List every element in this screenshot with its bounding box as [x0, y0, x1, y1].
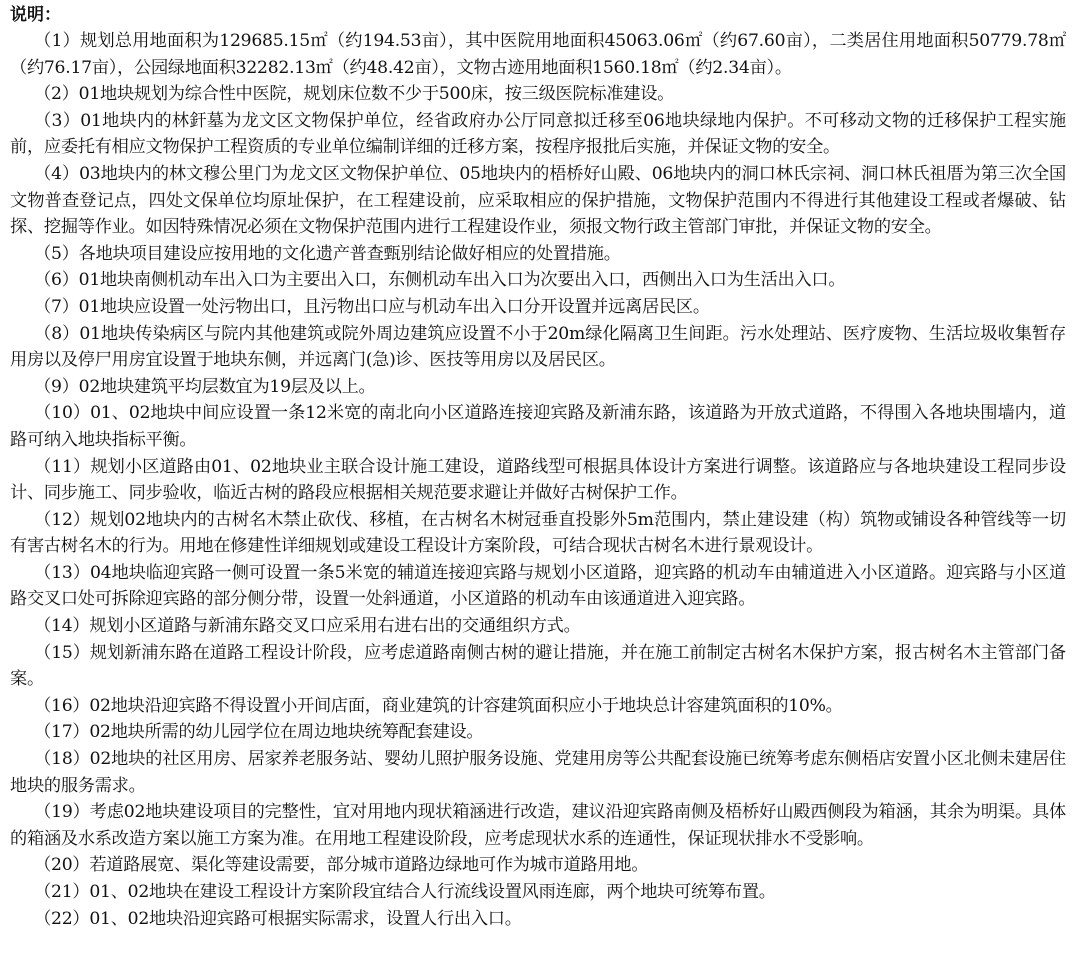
note-item: （3）01地块内的林釬墓为龙文区文物保护单位，经省政府办公厅同意拟迁移至06地块绿地内保护。不可移动文物的迁移保护工程实施前，应委托有相应文物保护工程资质的专业单位编制详细的迁移方案，按程序报批后实施，并保证文物的安全。	[10, 110, 1066, 158]
note-item: （10）01、02地块中间应设置一条12米宽的南北向小区道路连接迎宾路及新浦东路，该道路为开放式道路，不得围入各地块围墙内，道路可纳入地块指标平衡。	[10, 403, 1066, 450]
note-item: （20）若道路展宽、渠化等建设需要，部分城市道路边绿地可作为城市道路用地。	[34, 855, 649, 876]
note-item: （6）01地块南侧机动车出入口为主要出入口，东侧机动车出入口为次要出入口，西侧出入口为生活出入口。	[34, 270, 846, 291]
note-item: （1）规划总用地面积为129685.15㎡（约194.53亩），其中医院用地面积45063.06㎡（约67.60亩），二类居住用地面积50779.78㎡（约76.17亩），公园绿地面积32282.13㎡（约48.42亩），文物古迹用地面积1560.18㎡（约2.34亩）。	[10, 31, 1066, 78]
note-item: （4）03地块内的林文穆公里门为龙文区文物保护单位、05地块内的梧桥好山殿、06地块内的洞口林氏宗祠、洞口林氏祖厝为第三次全国文物普查登记点，四处文保单位均原址保护，在工程建设前，应采取相应的保护措施，文物保护范围内不得进行其他建设工程或者爆破、钻探、挖掘等作业。如因特殊情况必须在文物保护范围内进行工程建设作业，须报文物行政主管部门审批，并保证文物的安全。	[10, 163, 1066, 238]
note-item: （19）考虑02地块建设项目的完整性，宜对用地内现状箱涵进行改造，建议沿迎宾路南侧及梧桥好山殿西侧段为箱涵，其余为明渠。具体的箱涵及水系改造方案以施工方案为准。在用地工程建设阶段，应考虑现状水系的连通性，保证现状排水不受影响。	[10, 802, 1066, 849]
note-item: （18）02地块的社区用房、居家养老服务站、婴幼儿照护服务设施、党建用房等公共配套设施已统筹考虑东侧梧店安置小区北侧未建居住地块的服务需求。	[10, 749, 1066, 796]
note-item: （5）各地块项目建设应按用地的文化遗产普查甄别结论做好相应的处置措施。	[34, 243, 621, 264]
note-item: （13）04地块临迎宾路一侧可设置一条5米宽的辅道连接迎宾路与规划小区道路，迎宾路的机动车由辅道进入小区道路。迎宾路与小区道路交叉口处可拆除迎宾路的部分侧分带，设置一处斜通道，小区道路的机动车由该通道进入迎宾路。	[10, 562, 1066, 610]
note-item: （9）02地块建筑平均层数宜为19层及以上。	[34, 376, 376, 397]
note-item: （2）01地块规划为综合性中医院，规划床位数不少于500床，按三级医院标准建设。	[34, 84, 675, 105]
note-item: （7）01地块应设置一处污物出口，且污物出口应与机动车出入口分开设置并远离居民区。	[34, 296, 710, 317]
note-item: （8）01地块传染病区与院内其他建筑或院外周边建筑应设置不小于20m绿化隔离卫生间距。污水处理站、医疗废物、生活垃圾收集暂存用房以及停尸用房宜设置于地块东侧，并远离门(急)诊、医技等用房以及居民区。	[10, 323, 1066, 371]
notes-heading: 说明：	[10, 5, 61, 25]
note-item: （12）规划02地块内的古树名木禁止砍伐、移植，在古树名木树冠垂直投影外5m范围内，禁止建设建（构）筑物或铺设各种管线等一切有害古树名木的行为。用地在修建性详细规划或建设工程设计方案阶段，可结合现状古树名木进行景观设计。	[10, 509, 1066, 557]
note-item: （22）01、02地块沿迎宾路可根据实际需求，设置人行出入口。	[34, 908, 522, 929]
note-item: （17）02地块所需的幼儿园学位在周边地块统筹配套建设。	[34, 722, 484, 743]
note-item: （15）规划新浦东路在道路工程设计阶段，应考虑道路南侧古树的避让措施，并在施工前制定古树名木保护方案，报古树名木主管部门备案。	[10, 642, 1066, 690]
note-item: （16）02地块沿迎宾路不得设置小开间店面，商业建筑的计容建筑面积应小于地块总计容建筑面积的10%。	[34, 695, 843, 716]
note-item: （21）01、02地块在建设工程设计方案阶段宜结合人行流线设置风雨连廊，两个地块可统筹布置。	[34, 882, 776, 902]
note-item: （11）规划小区道路由01、02地块业主联合设计施工建设，道路线型可根据具体设计方案进行调整。该道路应与各地块建设工程同步设计、同步施工、同步验收，临近古树的路段应根据相关规范要求避让并做好古树保护工作。	[10, 456, 1066, 504]
notes-list	[10, 28, 1066, 932]
note-item: （14）规划小区道路与新浦东路交叉口应采用右进右出的交通组织方式。	[34, 616, 581, 637]
